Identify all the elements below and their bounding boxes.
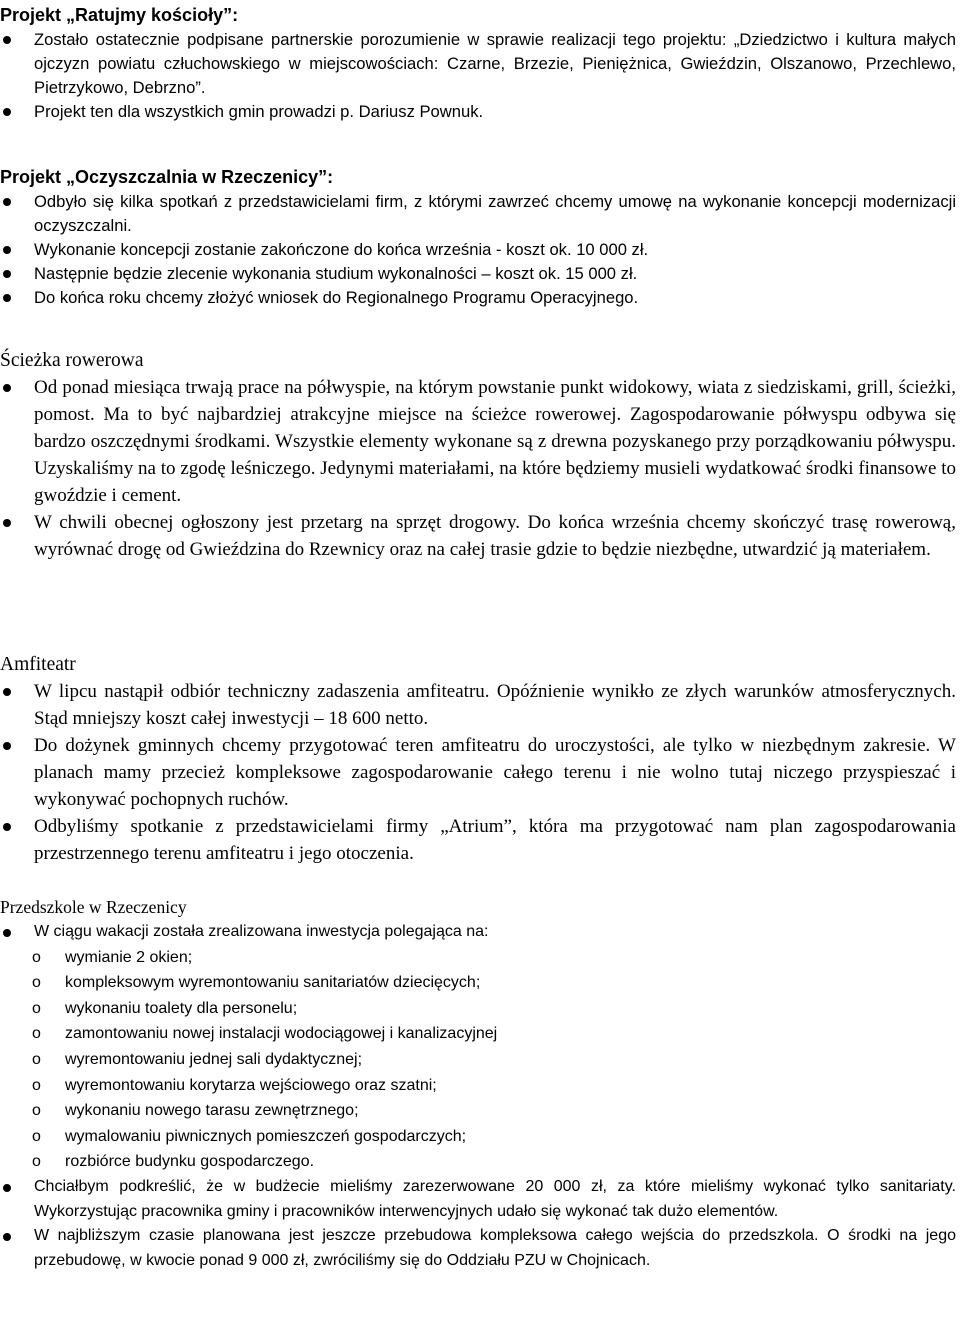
list-item: Następnie będzie zlecenie wykonania studium wykonalności – koszt ok. 15 000 zł. xyxy=(0,262,956,286)
sub-list-item: o wymalowaniu piwnicznych pomieszczeń gospodarczych; xyxy=(0,1124,956,1150)
bullet-list xyxy=(0,374,956,563)
section-title: Ścieżka rowerowa xyxy=(0,350,144,371)
section-przedszkole xyxy=(0,894,956,1273)
section-amfiteatr xyxy=(0,652,956,867)
sub-list-item: o wyremontowaniu jednej sali dydaktycznej; xyxy=(0,1047,956,1073)
list-item: Zostało ostatecznie podpisane partnerskie porozumienie w sprawie realizacji tego projektu: „Dziedzictwo i kultura małych ojczyzn powiatu człuchowskiego w miejscowościach: Czarne, Brzezie, Pieniężnica, Gwieździn, Olszanowo, Przechlewo, Pietrzykowo, Debrzno”. xyxy=(0,28,956,100)
list-item: Odbyło się kilka spotkań z przedstawicielami firm, z którymi zawrzeć chcemy umowę na wykonanie koncepcji modernizacji oczyszczalni. xyxy=(0,190,956,238)
list-item: W chwili obecnej ogłoszony jest przetarg na sprzęt drogowy. Do końca września chcemy skończyć trasę rowerową, wyrównać drogę od Gwieździna do Rzewnicy oraz na całej trasie gdzie to będzie niezbędne, utwardzić ją materiałem. xyxy=(0,509,956,563)
section-title: Amfiteatr xyxy=(0,654,76,675)
sub-list-item: o kompleksowym wyremontowaniu sanitariatów dziecięcych; xyxy=(0,970,956,996)
list-item: Chciałbym podkreślić, że w budżecie mieliśmy zarezerwowane 20 000 zł, za które mieliśmy wykonać tylko sanitariaty. Wykorzystując pracownika gminy i pracowników interwencyjnych udało się wykonać tak dużo elementów. xyxy=(0,1175,956,1224)
bullet-list xyxy=(0,190,956,310)
bullet-list xyxy=(0,28,956,124)
sub-list-item: o rozbiórce budynku gospodarczego. xyxy=(0,1149,956,1175)
section-title: Projekt „Ratujmy kościoły”: xyxy=(0,5,239,25)
bullet-list xyxy=(0,920,956,1273)
sub-list-item: o wymianie 2 okien; xyxy=(0,945,956,971)
list-item: Projekt ten dla wszystkich gmin prowadzi p. Dariusz Pownuk. xyxy=(0,100,956,124)
list-item: Wykonanie koncepcji zostanie zakończone do końca września - koszt ok. 10 000 zł. xyxy=(0,238,956,262)
sub-list-item: o wykonaniu toalety dla personelu; xyxy=(0,996,956,1022)
list-item: W lipcu nastąpił odbiór techniczny zadaszenia amfiteatru. Opóźnienie wynikło ze złych warunków atmosferycznych. Stąd mniejszy koszt całej inwestycji – 18 600 netto. xyxy=(0,678,956,732)
sub-list-item: o wyremontowaniu korytarza wejściowego oraz szatni; xyxy=(0,1073,956,1099)
list-item xyxy=(0,920,956,1175)
sub-list-item: o wykonaniu nowego tarasu zewnętrznego; xyxy=(0,1098,956,1124)
section-ratujmy-koscioly xyxy=(0,2,956,124)
list-item: Do dożynek gminnych chcemy przygotować teren amfiteatru do uroczystości, ale tylko w niezbędnym zakresie. W planach mamy przecież kompleksowe zagospodarowanie całego terenu i nie wolno tutaj niczego przyspieszać i wykonywać pochopnych ruchów. xyxy=(0,732,956,813)
list-item: Odbyliśmy spotkanie z przedstawicielami firmy „Atrium”, która ma przygotować nam plan zagospodarowania przestrzennego terenu amfiteatru i jego otoczenia. xyxy=(0,813,956,867)
list-item: Do końca roku chcemy złożyć wniosek do Regionalnego Programu Operacyjnego. xyxy=(0,286,956,310)
sub-list xyxy=(0,945,956,1175)
section-title: Projekt „Oczyszczalnia w Rzeczenicy”: xyxy=(0,167,334,187)
bullet-list xyxy=(0,678,956,867)
section-sciezka-rowerowa xyxy=(0,348,956,563)
list-item-intro: W ciągu wakacji została zrealizowana inwestycja polegająca na: xyxy=(34,923,489,940)
list-item: Od ponad miesiąca trwają prace na półwyspie, na którym powstanie punkt widokowy, wiata z siedziskami, grill, ścieżki, pomost. Ma to być najbardziej atrakcyjne miejsce na ścieżce rowerowej. Zagospodarowanie półwyspu odbywa się bardzo oszczędnymi środkami. Wszystkie elementy wykonane są z drewna pozyskanego przy porządkowaniu półwyspu. Uzyskaliśmy na to zgodę leśniczego. Jedynymi materiałami, na które będziemy musieli wydatkować środki finansowe to gwoździe i cement. xyxy=(0,374,956,509)
section-title: Przedszkole w Rzeczenicy xyxy=(0,897,187,917)
sub-list-item: o zamontowaniu nowej instalacji wodociągowej i kanalizacyjnej xyxy=(0,1021,956,1047)
section-oczyszczalnia xyxy=(0,164,956,310)
list-item: W najbliższym czasie planowana jest jeszcze przebudowa kompleksowa całego wejścia do przedszkola. O środki na jego przebudowę, w kwocie ponad 9 000 zł, zwróciliśmy się do Oddziału PZU w Chojnicach. xyxy=(0,1224,956,1273)
